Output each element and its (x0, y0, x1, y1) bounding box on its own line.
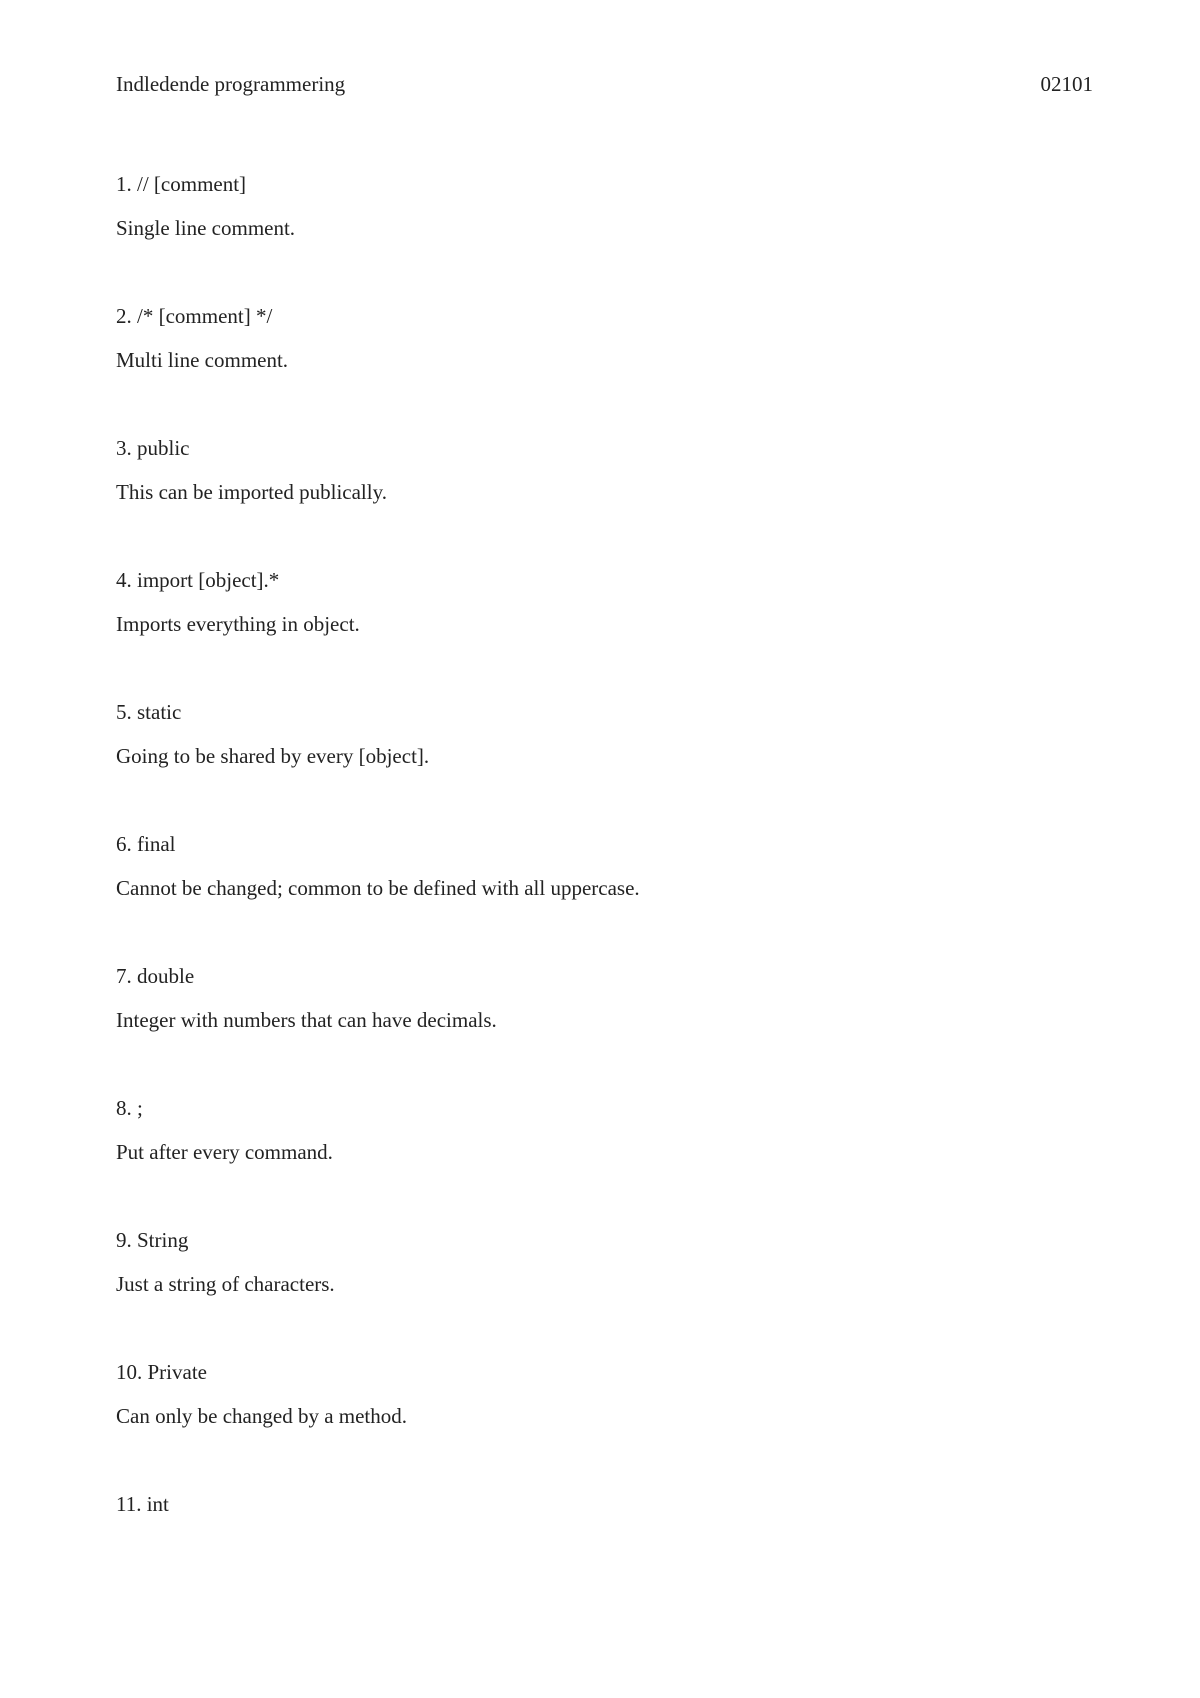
entry-term: 3. public (116, 436, 190, 460)
entry-term: 10. Private (116, 1360, 207, 1384)
glossary-entry (116, 1094, 1016, 1226)
glossary-entry (116, 698, 1016, 830)
glossary-entry (116, 830, 1016, 962)
course-title: Indledende programmering (116, 72, 346, 96)
entry-term: 4. import [object].* (116, 568, 280, 592)
entry-term: 5. static (116, 700, 182, 724)
entry-description: Single line comment. (116, 216, 296, 240)
glossary-entry (116, 566, 1016, 698)
glossary-entry (116, 962, 1016, 1094)
glossary-entry (116, 1226, 1016, 1358)
entry-term: 1. // [comment] (116, 172, 247, 196)
course-code: 02101 (1040, 72, 1093, 96)
page-header (116, 70, 1093, 100)
entry-term: 11. int (116, 1492, 169, 1516)
glossary-list (116, 170, 1016, 1622)
entry-description: Cannot be changed; common to be defined with all uppercase. (116, 876, 640, 900)
entry-term: 6. final (116, 832, 176, 856)
entry-term: 7. double (116, 964, 195, 988)
entry-description: Put after every command. (116, 1140, 333, 1164)
entry-term: 9. String (116, 1228, 189, 1252)
entry-description: Can only be changed by a method. (116, 1404, 408, 1428)
entry-description: Integer with numbers that can have decimals. (116, 1008, 497, 1032)
glossary-entry (116, 170, 1016, 302)
entry-description: Just a string of characters. (116, 1272, 335, 1296)
glossary-entry (116, 1358, 1016, 1490)
glossary-entry (116, 1490, 1016, 1622)
entry-description: Imports everything in object. (116, 612, 360, 636)
glossary-entry (116, 302, 1016, 434)
entry-term: 2. /* [comment] */ (116, 304, 273, 328)
entry-description: Multi line comment. (116, 348, 289, 372)
entry-description: This can be imported publically. (116, 480, 387, 504)
glossary-entry (116, 434, 1016, 566)
entry-description: Going to be shared by every [object]. (116, 744, 430, 768)
entry-term: 8. ; (116, 1096, 143, 1120)
